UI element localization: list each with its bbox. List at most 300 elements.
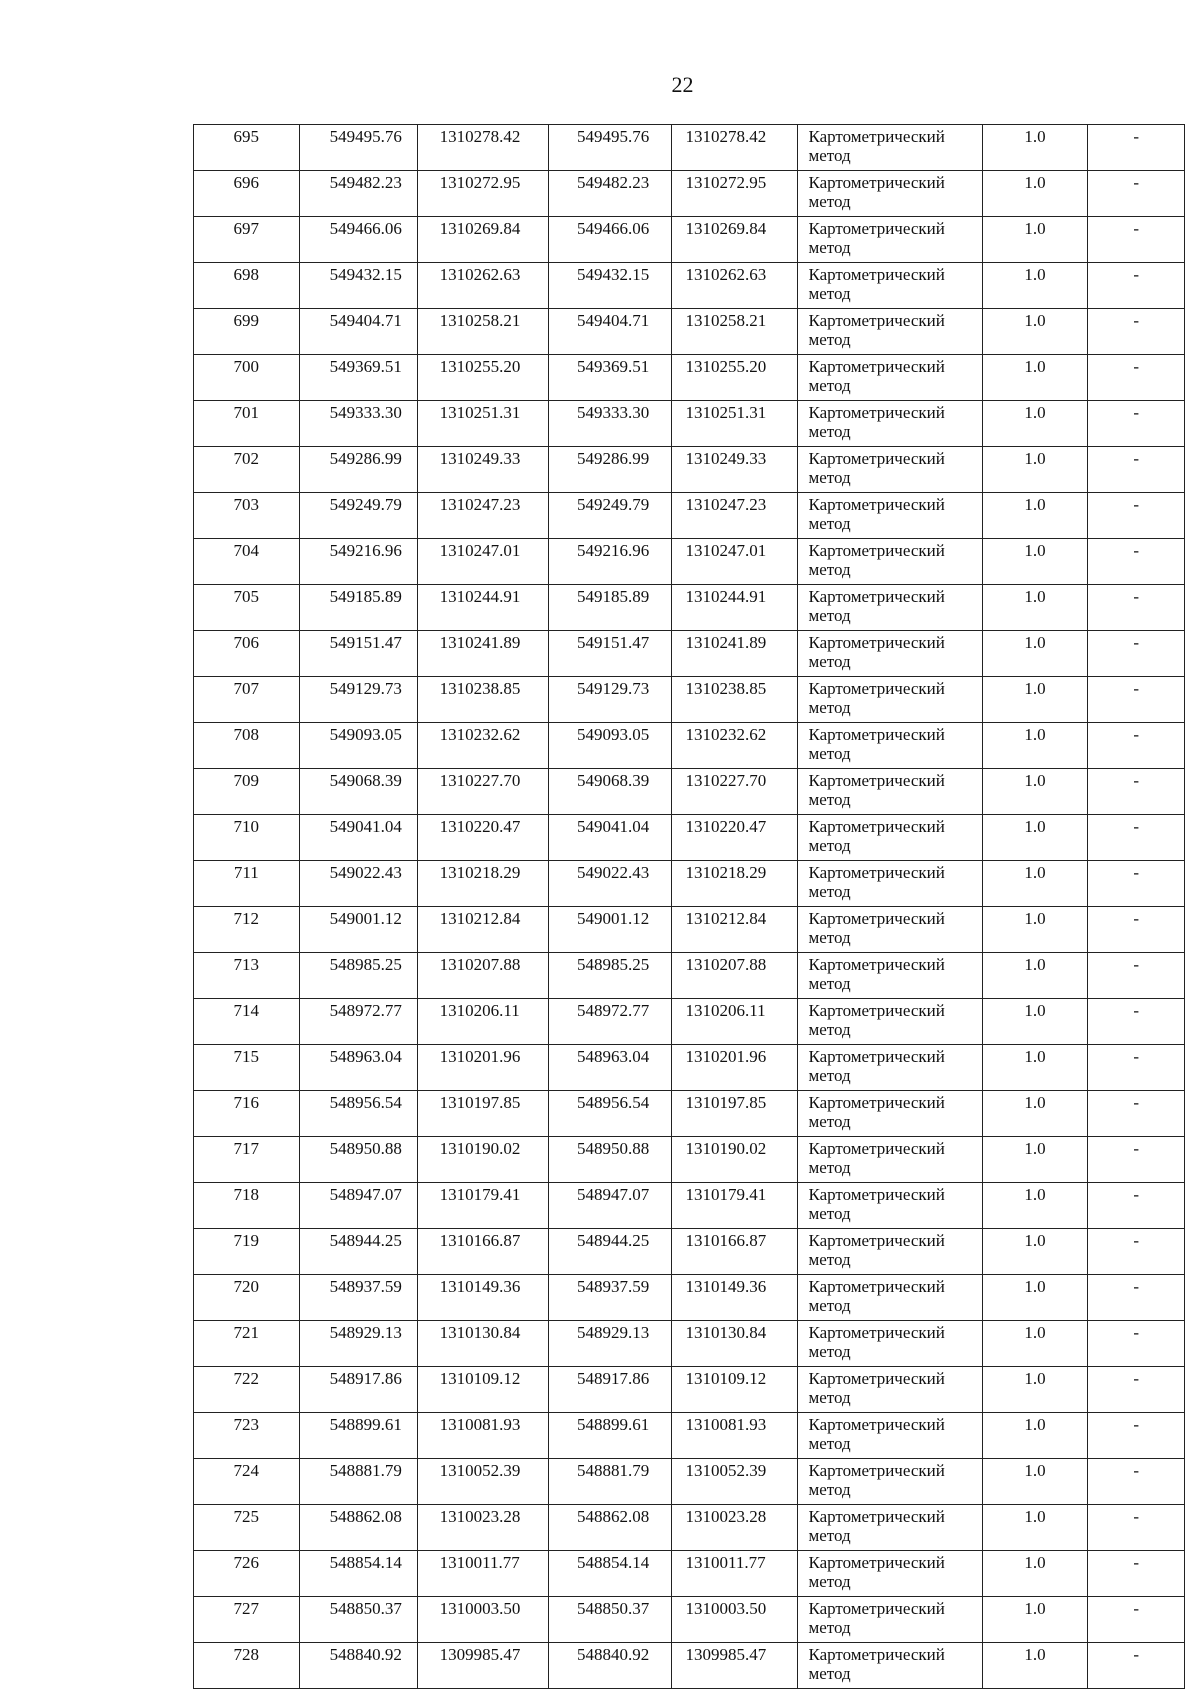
new-y-cell: 1310247.23 [671, 493, 798, 539]
table-row [194, 1045, 1185, 1091]
existing-y-cell: 1310262.63 [417, 263, 548, 309]
point-number-cell: 715 [194, 1045, 300, 1091]
existing-y-cell: 1310238.85 [417, 677, 548, 723]
table-row [194, 217, 1185, 263]
description-cell: - [1088, 1459, 1185, 1505]
existing-x-cell: 548840.92 [299, 1643, 417, 1689]
new-x-cell: 549216.96 [549, 539, 671, 585]
new-y-cell: 1310207.88 [671, 953, 798, 999]
existing-x-cell: 548937.59 [299, 1275, 417, 1321]
existing-x-cell: 548947.07 [299, 1183, 417, 1229]
method-cell: Картометрический метод [798, 1275, 982, 1321]
new-x-cell: 548850.37 [549, 1597, 671, 1643]
point-number-cell: 718 [194, 1183, 300, 1229]
existing-y-cell: 1310109.12 [417, 1367, 548, 1413]
new-y-cell: 1310081.93 [671, 1413, 798, 1459]
new-x-cell: 548937.59 [549, 1275, 671, 1321]
description-cell: - [1088, 1045, 1185, 1091]
description-cell: - [1088, 861, 1185, 907]
table-row [194, 585, 1185, 631]
method-cell: Картометрический метод [798, 263, 982, 309]
existing-y-cell: 1310212.84 [417, 907, 548, 953]
existing-y-cell: 1310081.93 [417, 1413, 548, 1459]
point-number-cell: 703 [194, 493, 300, 539]
new-y-cell: 1310220.47 [671, 815, 798, 861]
existing-x-cell: 549151.47 [299, 631, 417, 677]
accuracy-cell: 1.0 [982, 355, 1088, 401]
new-y-cell: 1310149.36 [671, 1275, 798, 1321]
existing-x-cell: 549495.76 [299, 125, 417, 171]
existing-y-cell: 1310232.62 [417, 723, 548, 769]
new-y-cell: 1310166.87 [671, 1229, 798, 1275]
method-cell: Картометрический метод [798, 1137, 982, 1183]
new-y-cell: 1310130.84 [671, 1321, 798, 1367]
description-cell: - [1088, 355, 1185, 401]
point-number-cell: 702 [194, 447, 300, 493]
existing-x-cell: 548917.86 [299, 1367, 417, 1413]
existing-x-cell: 549041.04 [299, 815, 417, 861]
accuracy-cell: 1.0 [982, 309, 1088, 355]
existing-y-cell: 1310269.84 [417, 217, 548, 263]
new-y-cell: 1310247.01 [671, 539, 798, 585]
new-x-cell: 549333.30 [549, 401, 671, 447]
existing-y-cell: 1310227.70 [417, 769, 548, 815]
existing-x-cell: 548929.13 [299, 1321, 417, 1367]
point-number-cell: 705 [194, 585, 300, 631]
point-number-cell: 710 [194, 815, 300, 861]
new-x-cell: 548854.14 [549, 1551, 671, 1597]
existing-x-cell: 548944.25 [299, 1229, 417, 1275]
new-y-cell: 1310262.63 [671, 263, 798, 309]
new-y-cell: 1310244.91 [671, 585, 798, 631]
new-y-cell: 1310206.11 [671, 999, 798, 1045]
existing-y-cell: 1309985.47 [417, 1643, 548, 1689]
new-x-cell: 549432.15 [549, 263, 671, 309]
new-x-cell: 549001.12 [549, 907, 671, 953]
existing-x-cell: 549286.99 [299, 447, 417, 493]
existing-x-cell: 548899.61 [299, 1413, 417, 1459]
existing-y-cell: 1310190.02 [417, 1137, 548, 1183]
accuracy-cell: 1.0 [982, 999, 1088, 1045]
existing-y-cell: 1310149.36 [417, 1275, 548, 1321]
method-cell: Картометрический метод [798, 953, 982, 999]
method-cell: Картометрический метод [798, 677, 982, 723]
existing-y-cell: 1310206.11 [417, 999, 548, 1045]
description-cell: - [1088, 1091, 1185, 1137]
accuracy-cell: 1.0 [982, 539, 1088, 585]
description-cell: - [1088, 1505, 1185, 1551]
table-row [194, 171, 1185, 217]
table-row [194, 1459, 1185, 1505]
accuracy-cell: 1.0 [982, 1137, 1088, 1183]
table-row [194, 861, 1185, 907]
new-x-cell: 548972.77 [549, 999, 671, 1045]
existing-x-cell: 549093.05 [299, 723, 417, 769]
accuracy-cell: 1.0 [982, 677, 1088, 723]
new-x-cell: 548944.25 [549, 1229, 671, 1275]
method-cell: Картометрический метод [798, 723, 982, 769]
method-cell: Картометрический метод [798, 1643, 982, 1689]
new-x-cell: 549369.51 [549, 355, 671, 401]
existing-x-cell: 548950.88 [299, 1137, 417, 1183]
description-cell: - [1088, 1229, 1185, 1275]
method-cell: Картометрический метод [798, 355, 982, 401]
new-x-cell: 548899.61 [549, 1413, 671, 1459]
existing-y-cell: 1310244.91 [417, 585, 548, 631]
table-row [194, 447, 1185, 493]
point-number-cell: 698 [194, 263, 300, 309]
table-row [194, 1229, 1185, 1275]
point-number-cell: 697 [194, 217, 300, 263]
existing-y-cell: 1310278.42 [417, 125, 548, 171]
table-row [194, 125, 1185, 171]
table-row [194, 539, 1185, 585]
new-x-cell: 549129.73 [549, 677, 671, 723]
accuracy-cell: 1.0 [982, 769, 1088, 815]
table-row [194, 1137, 1185, 1183]
table-row [194, 355, 1185, 401]
method-cell: Картометрический метод [798, 999, 982, 1045]
new-x-cell: 548956.54 [549, 1091, 671, 1137]
table-row [194, 953, 1185, 999]
existing-x-cell: 549432.15 [299, 263, 417, 309]
description-cell: - [1088, 493, 1185, 539]
existing-x-cell: 549369.51 [299, 355, 417, 401]
description-cell: - [1088, 815, 1185, 861]
accuracy-cell: 1.0 [982, 1045, 1088, 1091]
point-number-cell: 727 [194, 1597, 300, 1643]
new-x-cell: 548947.07 [549, 1183, 671, 1229]
existing-x-cell: 549068.39 [299, 769, 417, 815]
existing-y-cell: 1310220.47 [417, 815, 548, 861]
description-cell: - [1088, 217, 1185, 263]
method-cell: Картометрический метод [798, 1321, 982, 1367]
new-y-cell: 1310278.42 [671, 125, 798, 171]
existing-x-cell: 548985.25 [299, 953, 417, 999]
existing-x-cell: 548963.04 [299, 1045, 417, 1091]
existing-y-cell: 1310201.96 [417, 1045, 548, 1091]
description-cell: - [1088, 1321, 1185, 1367]
accuracy-cell: 1.0 [982, 125, 1088, 171]
point-number-cell: 696 [194, 171, 300, 217]
point-number-cell: 721 [194, 1321, 300, 1367]
new-y-cell: 1310251.31 [671, 401, 798, 447]
existing-y-cell: 1310207.88 [417, 953, 548, 999]
table-row [194, 907, 1185, 953]
new-y-cell: 1310272.95 [671, 171, 798, 217]
new-y-cell: 1310023.28 [671, 1505, 798, 1551]
existing-x-cell: 549404.71 [299, 309, 417, 355]
existing-x-cell: 549022.43 [299, 861, 417, 907]
description-cell: - [1088, 1597, 1185, 1643]
existing-x-cell: 548956.54 [299, 1091, 417, 1137]
description-cell: - [1088, 769, 1185, 815]
method-cell: Картометрический метод [798, 1045, 982, 1091]
method-cell: Картометрический метод [798, 585, 982, 631]
new-x-cell: 549022.43 [549, 861, 671, 907]
method-cell: Картометрический метод [798, 1551, 982, 1597]
method-cell: Картометрический метод [798, 1091, 982, 1137]
table-row [194, 1413, 1185, 1459]
table-row [194, 815, 1185, 861]
new-y-cell: 1310109.12 [671, 1367, 798, 1413]
method-cell: Картометрический метод [798, 815, 982, 861]
description-cell: - [1088, 263, 1185, 309]
accuracy-cell: 1.0 [982, 1367, 1088, 1413]
existing-y-cell: 1310179.41 [417, 1183, 548, 1229]
existing-y-cell: 1310258.21 [417, 309, 548, 355]
existing-x-cell: 549129.73 [299, 677, 417, 723]
method-cell: Картометрический метод [798, 631, 982, 677]
new-x-cell: 549185.89 [549, 585, 671, 631]
method-cell: Картометрический метод [798, 1413, 982, 1459]
description-cell: - [1088, 907, 1185, 953]
point-number-cell: 701 [194, 401, 300, 447]
table-row [194, 309, 1185, 355]
description-cell: - [1088, 953, 1185, 999]
method-cell: Картометрический метод [798, 217, 982, 263]
table-row [194, 1367, 1185, 1413]
new-y-cell: 1310227.70 [671, 769, 798, 815]
description-cell: - [1088, 631, 1185, 677]
new-x-cell: 548985.25 [549, 953, 671, 999]
point-number-cell: 720 [194, 1275, 300, 1321]
existing-y-cell: 1310272.95 [417, 171, 548, 217]
existing-x-cell: 548854.14 [299, 1551, 417, 1597]
point-number-cell: 704 [194, 539, 300, 585]
existing-x-cell: 548881.79 [299, 1459, 417, 1505]
new-x-cell: 548881.79 [549, 1459, 671, 1505]
existing-y-cell: 1310249.33 [417, 447, 548, 493]
description-cell: - [1088, 723, 1185, 769]
description-cell: - [1088, 1413, 1185, 1459]
accuracy-cell: 1.0 [982, 1505, 1088, 1551]
description-cell: - [1088, 1183, 1185, 1229]
accuracy-cell: 1.0 [982, 1275, 1088, 1321]
new-y-cell: 1310241.89 [671, 631, 798, 677]
new-x-cell: 549286.99 [549, 447, 671, 493]
table-row [194, 769, 1185, 815]
existing-x-cell: 549216.96 [299, 539, 417, 585]
table-row [194, 1321, 1185, 1367]
method-cell: Картометрический метод [798, 447, 982, 493]
accuracy-cell: 1.0 [982, 953, 1088, 999]
point-number-cell: 712 [194, 907, 300, 953]
accuracy-cell: 1.0 [982, 861, 1088, 907]
new-x-cell: 549041.04 [549, 815, 671, 861]
new-y-cell: 1310255.20 [671, 355, 798, 401]
new-y-cell: 1310190.02 [671, 1137, 798, 1183]
table-row [194, 493, 1185, 539]
existing-x-cell: 548862.08 [299, 1505, 417, 1551]
existing-x-cell: 549249.79 [299, 493, 417, 539]
description-cell: - [1088, 125, 1185, 171]
new-x-cell: 548840.92 [549, 1643, 671, 1689]
existing-y-cell: 1310197.85 [417, 1091, 548, 1137]
accuracy-cell: 1.0 [982, 1643, 1088, 1689]
method-cell: Картометрический метод [798, 125, 982, 171]
method-cell: Картометрический метод [798, 309, 982, 355]
description-cell: - [1088, 1137, 1185, 1183]
point-number-cell: 706 [194, 631, 300, 677]
method-cell: Картометрический метод [798, 1367, 982, 1413]
point-number-cell: 695 [194, 125, 300, 171]
method-cell: Картометрический метод [798, 907, 982, 953]
existing-y-cell: 1310241.89 [417, 631, 548, 677]
method-cell: Картометрический метод [798, 861, 982, 907]
method-cell: Картометрический метод [798, 171, 982, 217]
table-row [194, 263, 1185, 309]
description-cell: - [1088, 1367, 1185, 1413]
existing-y-cell: 1310255.20 [417, 355, 548, 401]
coordinates-table [193, 124, 1185, 1689]
table-row [194, 401, 1185, 447]
accuracy-cell: 1.0 [982, 447, 1088, 493]
description-cell: - [1088, 447, 1185, 493]
new-x-cell: 549482.23 [549, 171, 671, 217]
accuracy-cell: 1.0 [982, 263, 1088, 309]
new-x-cell: 548862.08 [549, 1505, 671, 1551]
new-x-cell: 548963.04 [549, 1045, 671, 1091]
new-x-cell: 549093.05 [549, 723, 671, 769]
new-y-cell: 1310258.21 [671, 309, 798, 355]
point-number-cell: 723 [194, 1413, 300, 1459]
accuracy-cell: 1.0 [982, 171, 1088, 217]
new-y-cell: 1310249.33 [671, 447, 798, 493]
point-number-cell: 699 [194, 309, 300, 355]
new-x-cell: 548917.86 [549, 1367, 671, 1413]
existing-x-cell: 549333.30 [299, 401, 417, 447]
table-row [194, 999, 1185, 1045]
description-cell: - [1088, 171, 1185, 217]
existing-x-cell: 548972.77 [299, 999, 417, 1045]
description-cell: - [1088, 401, 1185, 447]
description-cell: - [1088, 1643, 1185, 1689]
table-row [194, 1597, 1185, 1643]
accuracy-cell: 1.0 [982, 631, 1088, 677]
new-y-cell: 1310052.39 [671, 1459, 798, 1505]
existing-y-cell: 1310023.28 [417, 1505, 548, 1551]
new-y-cell: 1310179.41 [671, 1183, 798, 1229]
point-number-cell: 726 [194, 1551, 300, 1597]
accuracy-cell: 1.0 [982, 1597, 1088, 1643]
new-y-cell: 1310003.50 [671, 1597, 798, 1643]
new-x-cell: 549151.47 [549, 631, 671, 677]
table-row [194, 1551, 1185, 1597]
accuracy-cell: 1.0 [982, 1413, 1088, 1459]
point-number-cell: 724 [194, 1459, 300, 1505]
existing-x-cell: 549001.12 [299, 907, 417, 953]
new-x-cell: 548950.88 [549, 1137, 671, 1183]
description-cell: - [1088, 585, 1185, 631]
accuracy-cell: 1.0 [982, 723, 1088, 769]
new-x-cell: 549249.79 [549, 493, 671, 539]
page-number: 22 [671, 72, 694, 97]
existing-x-cell: 549466.06 [299, 217, 417, 263]
existing-x-cell: 548850.37 [299, 1597, 417, 1643]
table-body [194, 125, 1185, 1689]
point-number-cell: 700 [194, 355, 300, 401]
existing-y-cell: 1310218.29 [417, 861, 548, 907]
existing-y-cell: 1310166.87 [417, 1229, 548, 1275]
new-y-cell: 1310201.96 [671, 1045, 798, 1091]
existing-y-cell: 1310052.39 [417, 1459, 548, 1505]
point-number-cell: 728 [194, 1643, 300, 1689]
new-y-cell: 1310232.62 [671, 723, 798, 769]
existing-y-cell: 1310247.23 [417, 493, 548, 539]
method-cell: Картометрический метод [798, 401, 982, 447]
description-cell: - [1088, 539, 1185, 585]
table-row [194, 1183, 1185, 1229]
point-number-cell: 707 [194, 677, 300, 723]
existing-y-cell: 1310251.31 [417, 401, 548, 447]
table-row [194, 1091, 1185, 1137]
accuracy-cell: 1.0 [982, 585, 1088, 631]
new-y-cell: 1310011.77 [671, 1551, 798, 1597]
new-x-cell: 549404.71 [549, 309, 671, 355]
description-cell: - [1088, 677, 1185, 723]
method-cell: Картометрический метод [798, 493, 982, 539]
accuracy-cell: 1.0 [982, 1551, 1088, 1597]
accuracy-cell: 1.0 [982, 1459, 1088, 1505]
new-x-cell: 549495.76 [549, 125, 671, 171]
point-number-cell: 725 [194, 1505, 300, 1551]
table-row [194, 1275, 1185, 1321]
new-y-cell: 1310218.29 [671, 861, 798, 907]
new-x-cell: 548929.13 [549, 1321, 671, 1367]
new-y-cell: 1310212.84 [671, 907, 798, 953]
point-number-cell: 708 [194, 723, 300, 769]
method-cell: Картометрический метод [798, 1505, 982, 1551]
table-row [194, 631, 1185, 677]
existing-y-cell: 1310003.50 [417, 1597, 548, 1643]
description-cell: - [1088, 309, 1185, 355]
table-row [194, 1643, 1185, 1689]
accuracy-cell: 1.0 [982, 1229, 1088, 1275]
accuracy-cell: 1.0 [982, 401, 1088, 447]
point-number-cell: 717 [194, 1137, 300, 1183]
point-number-cell: 713 [194, 953, 300, 999]
method-cell: Картометрический метод [798, 769, 982, 815]
point-number-cell: 716 [194, 1091, 300, 1137]
accuracy-cell: 1.0 [982, 907, 1088, 953]
description-cell: - [1088, 1551, 1185, 1597]
method-cell: Картометрический метод [798, 1597, 982, 1643]
new-x-cell: 549466.06 [549, 217, 671, 263]
accuracy-cell: 1.0 [982, 217, 1088, 263]
table-row [194, 1505, 1185, 1551]
existing-y-cell: 1310130.84 [417, 1321, 548, 1367]
new-x-cell: 549068.39 [549, 769, 671, 815]
accuracy-cell: 1.0 [982, 1321, 1088, 1367]
point-number-cell: 719 [194, 1229, 300, 1275]
description-cell: - [1088, 1275, 1185, 1321]
method-cell: Картометрический метод [798, 1459, 982, 1505]
description-cell: - [1088, 999, 1185, 1045]
point-number-cell: 714 [194, 999, 300, 1045]
point-number-cell: 711 [194, 861, 300, 907]
table-row [194, 677, 1185, 723]
new-y-cell: 1310238.85 [671, 677, 798, 723]
method-cell: Картометрический метод [798, 1183, 982, 1229]
point-number-cell: 709 [194, 769, 300, 815]
existing-y-cell: 1310247.01 [417, 539, 548, 585]
accuracy-cell: 1.0 [982, 1091, 1088, 1137]
new-y-cell: 1310269.84 [671, 217, 798, 263]
new-y-cell: 1310197.85 [671, 1091, 798, 1137]
accuracy-cell: 1.0 [982, 493, 1088, 539]
existing-x-cell: 549482.23 [299, 171, 417, 217]
